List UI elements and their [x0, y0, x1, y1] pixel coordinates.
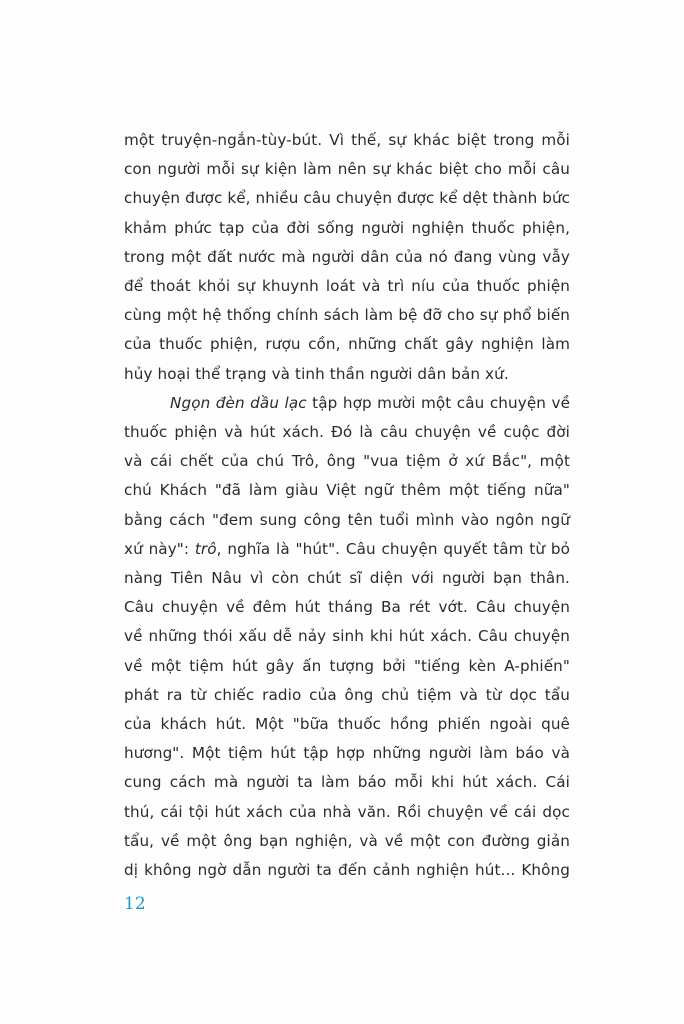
- text-line: tẩu, về một ông bạn nghiện, và về một con đường giản: [124, 831, 570, 850]
- text-line: chuyện được kể, nhiều câu chuyện được kể dệt thành bức: [124, 189, 571, 208]
- page-number: 12: [124, 894, 146, 914]
- text-line: khảm phức tạp của đời sống người nghiện thuốc phiện,: [124, 218, 570, 237]
- text-line: Câu chuyện về đêm hút tháng Ba rét vớt. Câu chuyện: [124, 598, 570, 617]
- text-line: về những thói xấu dễ nảy sinh khi hút xách. Câu chuyện: [124, 627, 570, 646]
- text-line: cung cách mà người ta làm báo mỗi khi hút xách. Cái: [124, 773, 570, 792]
- text-line: nàng Tiên Nâu vì còn chút sĩ diện với người bạn thân.: [124, 569, 570, 588]
- text-line: của thuốc phiện, rượu cồn, những chất gây nghiện làm: [124, 335, 570, 354]
- book-title-italic: Ngọn đèn dầu lạc: [170, 393, 307, 412]
- text-line: hương". Một tiệm hút tập hợp những người làm báo và: [124, 744, 570, 763]
- text-line: chú Khách "đã làm giàu Việt ngữ thêm một tiếng nữa": [124, 481, 570, 500]
- text-line: [124, 389, 570, 418]
- text-line: con người mỗi sự kiện làm nên sự khác biệt cho mỗi câu: [124, 160, 570, 179]
- italic-word: trô: [194, 539, 217, 558]
- text-fragment: , nghĩa là "hút". Câu chuyện quyết tâm từ bỏ: [216, 539, 570, 558]
- text-line: bằng cách "đem sung công tên tuổi mình vào ngôn ngữ: [124, 510, 570, 529]
- text-line: dị không ngờ dẫn người ta đến cảnh nghiện hút... Không: [124, 861, 570, 880]
- text-line: trong một đất nước mà người dân của nó đang vùng vẫy: [124, 247, 570, 266]
- text-fragment: xứ này":: [124, 539, 195, 558]
- text-line: [124, 535, 570, 564]
- text-line: và cái chết của chú Trô, ông "vua tiệm ở xứ Bắc", một: [124, 452, 570, 471]
- text-line: thú, cái tội hút xách của nhà văn. Rồi chuyện về cái dọc: [124, 802, 570, 821]
- text-line: về một tiệm hút gây ấn tượng bởi "tiếng kèn A-phiến": [124, 656, 570, 675]
- paragraph-1: [124, 126, 570, 389]
- paragraph-2: [124, 389, 570, 885]
- text-fragment: tập hợp mười một câu chuyện về: [306, 393, 571, 412]
- text-line: của khách hút. Một "bữa thuốc hồng phiến ngoài quê: [124, 715, 570, 734]
- text-line: hủy hoại thể trạng và tinh thần người dân bản xứ.: [124, 364, 509, 383]
- text-line: thuốc phiện và hút xách. Đó là câu chuyện về cuộc đời: [124, 423, 570, 442]
- text-line: để thoát khỏi sự khuynh loát và trì níu của thuốc phiện: [124, 277, 570, 296]
- text-line: một truyện-ngắn-tùy-bút. Vì thế, sự khác biệt trong mỗi: [124, 131, 570, 149]
- text-line: phát ra từ chiếc radio của ông chủ tiệm và từ dọc tẩu: [124, 685, 570, 704]
- body-text: [124, 126, 570, 885]
- text-line: cùng một hệ thống chính sách làm bệ đỡ cho sự phổ biến: [124, 306, 570, 325]
